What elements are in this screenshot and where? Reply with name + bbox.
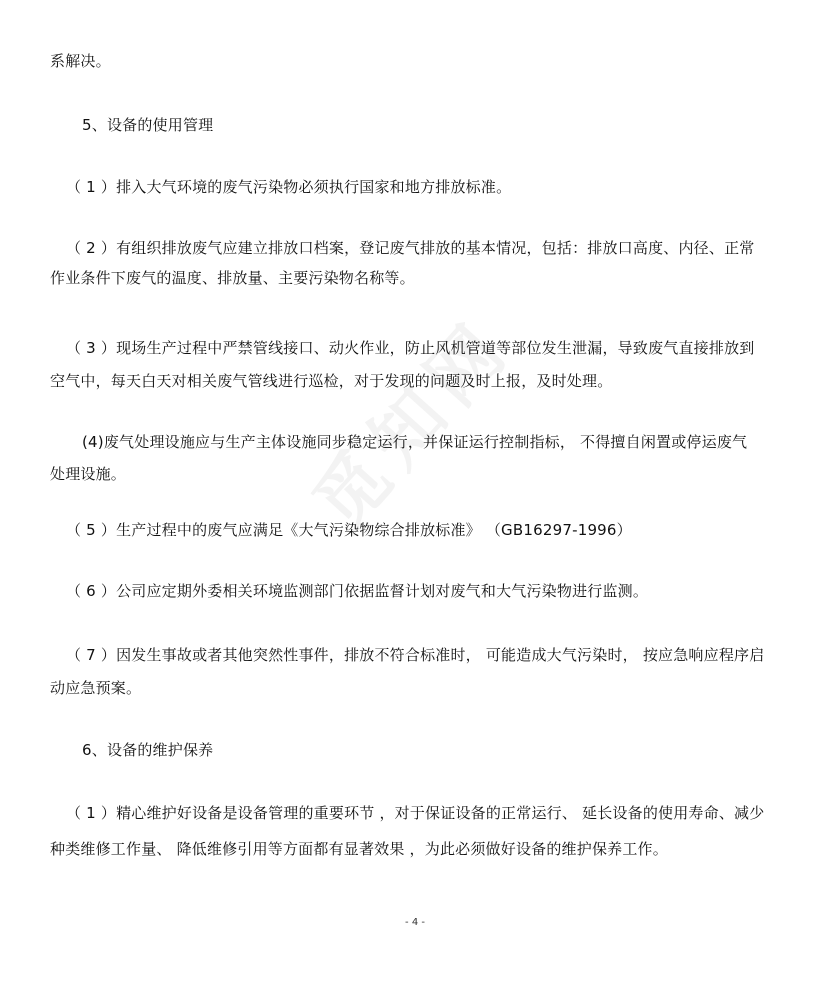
watermark xyxy=(285,292,531,549)
paragraph-line: （ 6 ）公司应定期外委相关环境监测部门依据监督计划对废气和大气污染物进行监测。 xyxy=(66,582,649,600)
paragraph-line: 作业条件下废气的温度、排放量、主要污染物名称等。 xyxy=(50,269,415,287)
paragraph-line: 空气中，每天白天对相关废气管线进行巡检，对于发现的问题及时上报，及时处理。 xyxy=(50,372,613,390)
paragraph-line: (4)废气处理设施应与生产主体设施同步稳定运行，并保证运行控制指标， 不得擅自闲置或停运废气 xyxy=(82,433,748,451)
page-number: - 4 - xyxy=(405,917,425,928)
paragraph-line: （ 7 ）因发生事故或者其他突然性事件，排放不符合标准时， 可能造成大气污染时， 按应急响应程序启 xyxy=(66,646,765,664)
section-heading: 6、设备的维护保养 xyxy=(82,741,214,759)
paragraph-line: （ 2 ）有组织排放废气应建立排放口档案，登记废气排放的基本情况，包括：排放口高度、内径、正常 xyxy=(66,239,755,257)
paragraph-line: 种类维修工作量、 降低维修引用等方面都有显著效果 ，为此必须做好设备的维护保养工作。 xyxy=(50,840,668,858)
paragraph-line: （ 3 ）现场生产过程中严禁管线接口、动火作业，防止风机管道等部位发生泄漏，导致废气直接排放到 xyxy=(66,339,755,357)
paragraph-line: 动应急预案。 xyxy=(50,679,142,697)
paragraph-line: 处理设施。 xyxy=(50,465,127,483)
section-heading: 5、设备的使用管理 xyxy=(82,116,214,134)
paragraph-line: （ 1 ）排入大气环境的废气污染物必须执行国家和地方排放标准。 xyxy=(66,178,512,196)
paragraph-line: 系解决。 xyxy=(50,52,111,70)
paragraph-line: （ 1 ）精心维护好设备是设备管理的重要环节 ，对于保证设备的正常运行、 延长设备的使用寿命、减少 xyxy=(66,804,765,822)
paragraph-line: （ 5 ）生产过程中的废气应满足《大气污染物综合排放标准》 （GB16297-1996） xyxy=(66,521,632,539)
